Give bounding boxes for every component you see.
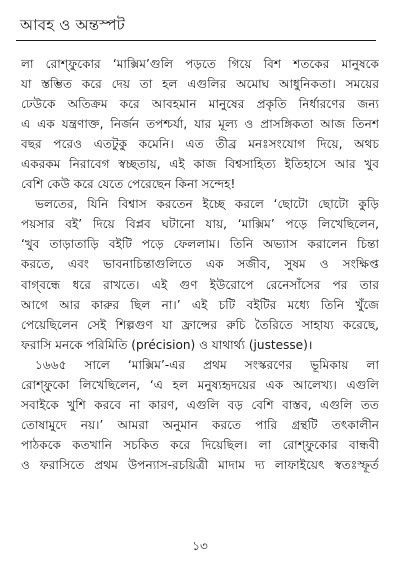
text-line: বছর পরেও এতটুকু কমেনি। এত তীব্র মনঃসংযোগ দিয়ে, অথচ	[21, 137, 379, 152]
text-line: পাঠককে কতখানি সচকিত করে দিয়েছিল। লা রোশ্‌ফুকোর বান্ধবী	[21, 437, 379, 452]
text-line: একরকম নিরাবেগ স্বচ্ছতায়, এই কাজ বিশ্বসাহিত্য ইতিহাসে আর খুব	[21, 157, 379, 172]
running-title: আবহ ও অন্তস্পট	[20, 16, 126, 34]
body-text	[21, 54, 379, 475]
header-rule	[16, 40, 376, 41]
text-line: লা রোশ্‌ফুকোর ‘মাক্সিম’গুলি পড়তে গিয়ে বিশ শতকের মানুষকে	[21, 57, 379, 71]
text-line: পেয়েছিলেন সেই শিল্পগুণ যা ফ্রান্সের রুচি তৈরিতে সাহায্য করেছে,	[21, 317, 379, 332]
text-line: করতে, এবং ভাবনাচিন্তাগুলিতে এক সজীব, সুষম ও সংক্ষিপ্ত	[21, 257, 379, 272]
text-line: বাগ্‌বন্ধে ধরে রাখতে। এই গুণ ইউরোপে রেনেসাঁসের পর তার	[21, 277, 379, 292]
text-line: সবাইকে খুশি করবে না কারণ, এগুলি বড় বেশি বাস্তব, এগুলি তত	[21, 397, 379, 412]
text-line: বেশি কেউ করে যেতে পেরেছেন কিনা সন্দেহ!	[21, 177, 236, 192]
text-line: এ এক যন্ত্রণাক্ত, নির্জন তপশ্চর্যা, যার মূল্য ও প্রাসঙ্গিকতা আজ তিনশ	[21, 117, 379, 132]
text-line: ভলতের, যিনি বিশ্বাস করতেন ইচ্ছে করলে ‘ছোটো ছোটো কুড়ি	[35, 197, 379, 212]
text-line: ঢেউকে অতিক্রম করে আবহমান মানুষের প্রকৃতি নির্ধারণের জন্য	[21, 97, 379, 112]
text-line: আগে আর কারুর ছিল না।’ এই চটি বইটির মধ্যে তিনি খুঁজে	[21, 297, 379, 312]
text-line: ‘খুব তাড়াতাড়ি বইটি পড়ে ফেললাম। তিনি অভ্যাস করালেন চিন্তা	[21, 237, 379, 252]
text-line: ও ফরাসিতে প্রথম উপন্যাস-রচয়িত্রী মাদাম দ্য লাফাইয়েৎ স্বতঃস্ফূর্ত	[21, 457, 379, 472]
text-line: যা স্তম্ভিত করে দেয় তা হল এগুলির অমোঘ আধুনিকতা। সময়ের	[21, 77, 379, 92]
text-line: রোশ্‌ফুকো লিখেছিলেন, ‘এ হল মনুষ্যহৃদয়ের এক আলেখ্য। এগুলি	[21, 377, 379, 392]
text-line: পয়সার বই’ দিয়ে বিপ্লব ঘটানো যায়, ‘মাক্সিম’ পড়ে লিখেছিলেন,	[21, 217, 379, 232]
text-line: ফরাসি মনকে পরিমিতি (précision) ও যাথার্থ্য (justesse)।	[21, 337, 313, 352]
text-line: ১৬৬৫ সালে ‘মাক্সিম’-এর প্রথম সংস্করণের ভূমিকায় লা	[35, 357, 379, 372]
text-line: তোষামুদে নয়।’ আমরা অনুমান করতে পারি গ্রন্থটি তৎকালীন	[21, 417, 379, 432]
page-number: ১৩	[192, 539, 208, 553]
